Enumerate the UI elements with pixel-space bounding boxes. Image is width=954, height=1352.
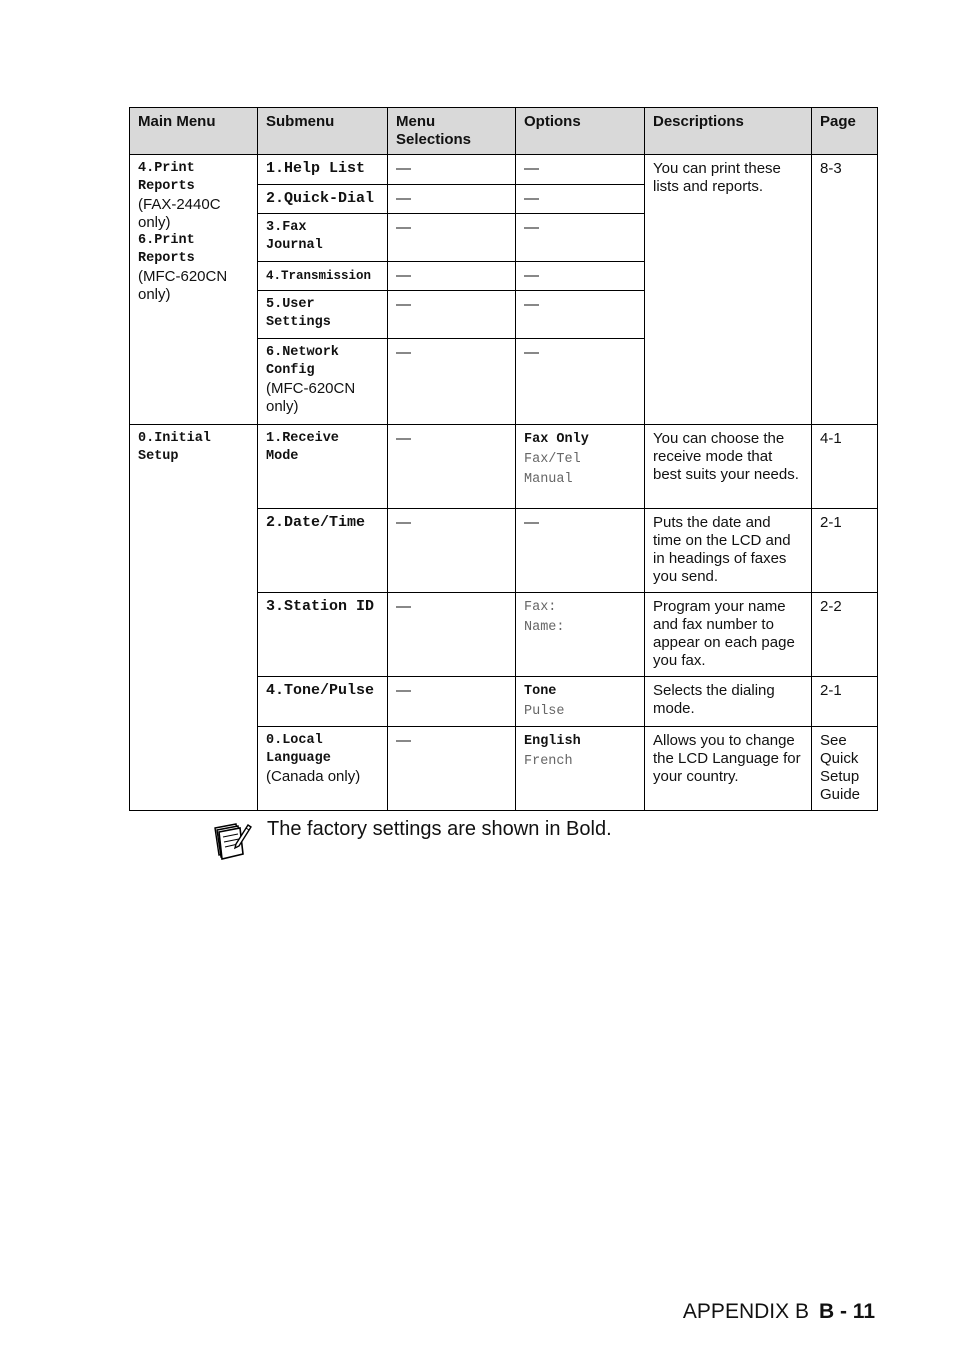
description-print-reports: You can print these lists and reports. <box>645 155 812 425</box>
page-local-language: See Quick Setup Guide <box>812 727 878 811</box>
page-date-time: 2-1 <box>812 509 878 593</box>
submenu-label: 5.User <box>266 297 315 312</box>
submenu-label: 1.Receive <box>266 431 339 446</box>
submenu-label: Config <box>266 363 315 378</box>
page-number: B - 11 <box>818 1300 875 1323</box>
option-value: Fax: <box>524 600 557 615</box>
header-page: Page <box>812 108 878 155</box>
options-cell: — <box>516 262 645 291</box>
main-menu-label: Reports <box>138 251 195 266</box>
options-station-id <box>516 593 645 677</box>
submenu-tone-pulse: 4.Tone/Pulse <box>258 677 388 727</box>
main-menu-print-reports <box>130 155 258 425</box>
header-main-menu: Main Menu <box>130 108 258 155</box>
model-note: (Canada only) <box>266 768 361 785</box>
submenu-user-settings <box>258 291 388 339</box>
menu-selection-cell: — <box>388 214 516 262</box>
submenu-date-time: 2.Date/Time <box>258 509 388 593</box>
options-local-language <box>516 727 645 811</box>
options-tone-pulse <box>516 677 645 727</box>
main-menu-label: 0.Initial <box>138 431 211 446</box>
main-menu-initial-setup <box>130 425 258 811</box>
main-menu-label: Reports <box>138 179 195 194</box>
menu-selection-cell: — <box>388 425 516 509</box>
description-local-language: Allows you to change the LCD Language for your country. <box>645 727 812 811</box>
table-row <box>130 425 878 509</box>
submenu-receive-mode <box>258 425 388 509</box>
model-note: (MFC-620CN only) <box>266 380 356 415</box>
description-station-id: Program your name and fax number to appear on each page you fax. <box>645 593 812 677</box>
main-menu-label: 4.Print <box>138 161 195 176</box>
menu-selection-cell: — <box>388 185 516 214</box>
menu-selection-cell: — <box>388 339 516 425</box>
submenu-local-language <box>258 727 388 811</box>
submenu-label: Language <box>266 751 331 766</box>
menu-table <box>129 107 878 811</box>
submenu-fax-journal <box>258 214 388 262</box>
note-pad-icon <box>212 822 252 860</box>
submenu-label: Settings <box>266 315 331 330</box>
submenu-label: 3.Fax <box>266 220 307 235</box>
menu-selection-cell: — <box>388 509 516 593</box>
page-tone-pulse: 2-1 <box>812 677 878 727</box>
submenu-network-config <box>258 339 388 425</box>
page-footer <box>683 1300 875 1324</box>
description-receive-mode: You can choose the receive mode that best suits your needs. <box>645 425 812 509</box>
option-value: Pulse <box>524 704 565 719</box>
factory-settings-note <box>212 818 812 858</box>
description-date-time: Puts the date and time on the LCD and in headings of faxes you send. <box>645 509 812 593</box>
main-menu-label: 6.Print <box>138 233 195 248</box>
header-options: Options <box>516 108 645 155</box>
option-value: Manual <box>524 472 573 487</box>
options-receive-mode <box>516 425 645 509</box>
options-cell: — <box>516 185 645 214</box>
submenu-help-list: 1.Help List <box>258 155 388 185</box>
header-descriptions: Descriptions <box>645 108 812 155</box>
submenu-quick-dial: 2.Quick-Dial <box>258 185 388 214</box>
page-receive-mode: 4-1 <box>812 425 878 509</box>
description-tone-pulse: Selects the dialing mode. <box>645 677 812 727</box>
header-menu-selections: Menu Selections <box>388 108 516 155</box>
submenu-station-id: 3.Station ID <box>258 593 388 677</box>
option-default: English <box>524 734 581 749</box>
menu-selection-cell: — <box>388 593 516 677</box>
submenu-label: Journal <box>266 238 323 253</box>
main-menu-label: Setup <box>138 449 179 464</box>
option-value: Fax/Tel <box>524 452 581 467</box>
page-print-reports: 8-3 <box>812 155 878 425</box>
option-default: Tone <box>524 684 557 699</box>
header-submenu: Submenu <box>258 108 388 155</box>
table-header-row <box>130 108 878 155</box>
submenu-label: 0.Local <box>266 733 323 748</box>
menu-selection-cell: — <box>388 727 516 811</box>
submenu-label: 6.Network <box>266 345 339 360</box>
appendix-label: APPENDIX B <box>682 1300 809 1323</box>
note-text: The factory settings are shown in Bold. <box>267 818 612 840</box>
model-note: (MFC-620CN only) <box>138 268 228 303</box>
option-value: French <box>524 754 573 769</box>
menu-selection-cell: — <box>388 291 516 339</box>
options-cell: — <box>516 155 645 185</box>
option-value: Name: <box>524 620 565 635</box>
options-cell: — <box>516 291 645 339</box>
table-row <box>130 155 878 185</box>
options-cell: — <box>516 214 645 262</box>
options-cell: — <box>516 509 645 593</box>
page-station-id: 2-2 <box>812 593 878 677</box>
submenu-transmission: 4.Transmission <box>258 262 388 291</box>
option-default: Fax Only <box>524 432 589 447</box>
options-cell: — <box>516 339 645 425</box>
menu-selection-cell: — <box>388 677 516 727</box>
submenu-label: Mode <box>266 449 299 464</box>
model-note: (FAX-2440C only) <box>138 196 221 231</box>
menu-selection-cell: — <box>388 155 516 185</box>
menu-selection-cell: — <box>388 262 516 291</box>
